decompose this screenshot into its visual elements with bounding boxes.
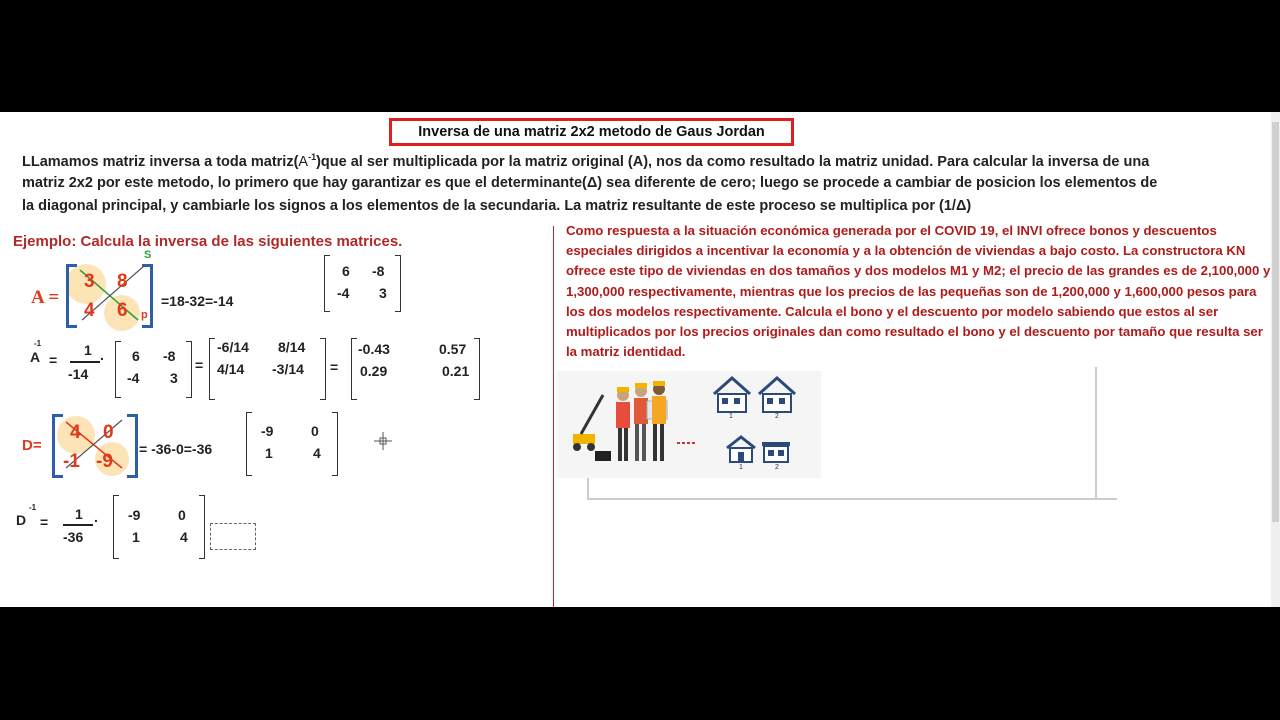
column-divider [553, 226, 554, 607]
fraction-denominator: -14 [68, 366, 89, 382]
fraction-cell: -6/14 [217, 339, 249, 355]
inverse-a-cell: -4 [127, 370, 140, 386]
matrix-a-cell: 6 [117, 300, 128, 321]
inverse-sup: -1 [308, 152, 317, 162]
scrollbar-thumb[interactable] [1272, 122, 1279, 522]
page-title: Inversa de una matriz 2x2 metodo de Gaus Jordan [389, 118, 794, 146]
fraction-cell: 8/14 [278, 339, 306, 355]
inverse-a-cell: 6 [132, 348, 140, 364]
matrix-a-cell: 8 [117, 271, 128, 292]
fraction-numerator: 1 [84, 342, 92, 358]
intro-line-1 [22, 152, 1278, 170]
equals-sign: = [330, 359, 339, 375]
dot-operator: . [100, 347, 104, 363]
fraction-cell: -3/14 [272, 361, 304, 377]
bracket [351, 338, 357, 400]
house-label: 1 [729, 413, 733, 420]
faint-line [587, 498, 1117, 500]
swapped-d-cell: 0 [311, 423, 319, 439]
matrix-d-cell: -1 [63, 451, 80, 472]
swapped-d-cell: -9 [261, 423, 274, 439]
matrix-d-determinant: = -36-0=-36 [139, 441, 213, 457]
crosshair-cursor-icon [373, 431, 393, 451]
bracket [199, 495, 205, 559]
fraction-denominator: -36 [63, 529, 84, 545]
swapped-a-cell: -4 [337, 285, 350, 301]
intro-line-2: matriz 2x2 por este metodo, lo primero que hay garantizar es que el determinante(Δ) sea diferente de cero; luego se procede a cambiar de posicion los elementos de [22, 175, 1158, 191]
matrix-d-cell: 4 [70, 422, 81, 443]
bracket [115, 341, 121, 398]
decimal-cell: 0.29 [360, 363, 388, 379]
swapped-d-cell: 1 [265, 445, 273, 461]
decimal-cell: 0.21 [442, 363, 470, 379]
small-house-m1-icon [725, 434, 757, 466]
swapped-a-cell: -8 [372, 263, 385, 279]
equals-sign: = [49, 352, 58, 368]
bracket [395, 255, 401, 312]
intro-text-1b: )que al ser multiplicada por la matriz original (A), nos da como resultado la matriz unidad. Para calcular la inversa de una [316, 153, 1150, 170]
matrix-a-cell: 4 [84, 300, 95, 321]
selection-handles[interactable] [210, 523, 256, 550]
matrix-d-cell: -9 [96, 451, 113, 472]
house-label: 2 [775, 464, 779, 471]
intro-text-1a: LLamamos matriz inversa a toda matriz( [22, 153, 299, 170]
dot-operator: . [94, 509, 98, 525]
matrix-a-label: A = [31, 287, 60, 308]
equals-sign: = [195, 357, 204, 373]
inverse-d-cell: 0 [178, 507, 186, 523]
s-mark: S [144, 249, 152, 261]
inverse-a-label: A -1 [30, 339, 42, 365]
bracket [474, 338, 480, 400]
bracket [324, 255, 330, 312]
document-page [0, 112, 1280, 607]
matrix-d-cell: 0 [103, 422, 114, 443]
swapped-a-cell: 3 [379, 285, 387, 301]
inverse-a-cell: -8 [163, 348, 176, 364]
matrix-a-cell: 3 [84, 271, 95, 292]
matrix-a-determinant: =18-32=-14 [161, 293, 234, 309]
fraction-cell: 4/14 [217, 361, 245, 377]
faint-line [587, 478, 589, 498]
fraction-numerator: 1 [75, 506, 83, 522]
inverse-d-cell: -9 [128, 507, 141, 523]
inverse-d-cell: 4 [180, 529, 188, 545]
bracket [320, 338, 326, 400]
equals-sign: = [40, 514, 49, 530]
bracket [113, 495, 119, 559]
inverse-d-label: D -1 [16, 503, 37, 528]
house-label: 1 [739, 464, 743, 471]
inverse-d-cell: 1 [132, 529, 140, 545]
example-title: Ejemplo: Calcula la inversa de las siguientes matrices. [13, 233, 403, 250]
bracket [332, 412, 338, 476]
problem-text: Como respuesta a la situación económica generada por el COVID 19, el INVI ofrece bonos y descuentos especiales dirigidos a incentivar la economía y a la obtención de viviendas a bajo costo. La constructora KN ofrece este tipo de viviendas en dos tamaños y dos modelos M1 y M2; el precio de las grandes es de 2,100,000 y 1,300,000 respectivamente, mientras que los precios de las pequeñas son de 1,200,000 y 1,600,000 pesos para los dos modelos respectivamente. Calcula el bono y el descuento por modelo sabiendo que estos al ser multiplicados por los precios originales dan como resultado el bono y el descuento por tamaño que resulta ser la matriz identidad. [566, 223, 1271, 360]
p-mark: p [141, 309, 148, 321]
swapped-a-cell: 6 [342, 263, 350, 279]
swapped-d-cell: 4 [313, 445, 321, 461]
inverse-symbol: A [298, 153, 309, 170]
bracket [246, 412, 252, 476]
house-label: 2 [775, 413, 779, 420]
bracket [186, 341, 192, 398]
decimal-cell: -0.43 [358, 341, 390, 357]
intro-line-3: la diagonal principal, y cambiarle los signos a los elementos de la secundaria. La matriz resultante de este proceso se multiplica por (1/Δ) [22, 198, 972, 214]
inverse-a-sup: -1 [34, 339, 42, 348]
bracket [209, 338, 215, 400]
faint-line [1095, 367, 1097, 499]
inverse-d-sup: -1 [29, 503, 37, 512]
inverse-a-cell: 3 [170, 370, 178, 386]
fraction-bar [63, 524, 93, 526]
small-house-m2-icon [760, 440, 792, 466]
decimal-cell: 0.57 [439, 341, 467, 357]
fraction-bar [70, 361, 100, 363]
matrix-d-label: D= [22, 437, 42, 454]
